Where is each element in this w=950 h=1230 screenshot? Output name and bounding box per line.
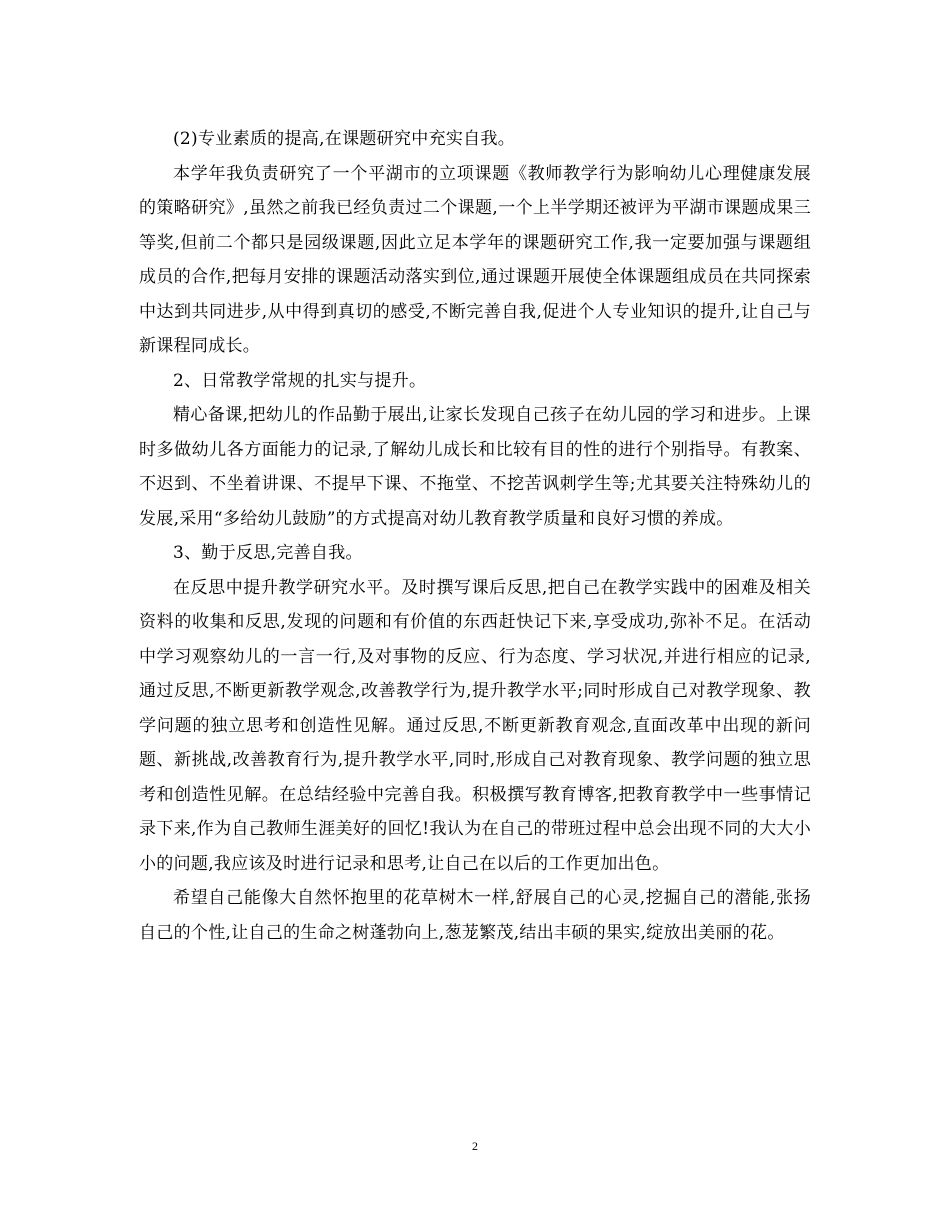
paragraph-section-heading-daily-routine: 2、日常教学常规的扎实与提升。 [173, 370, 427, 391]
document-body [139, 122, 811, 950]
paragraph-reflection-details: 在反思中提升教学研究水平。及时撰写课后反思,把自己在教学实践中的困难及相关资料的收集和反思,发现的问题和有价值的东西赶快记下来,享受成功,弥补不足。在活动中学习观察幼儿的一言一行,及对事物的反应、行为态度、学习状况,并进行相应的记录,通过反思,不断更新教学观念,改善教学行为,提升教学水平;同时形成自己对教学现象、教学问题的独立思考和创造性见解。通过反思,不断更新教育观念,直面改革中出现的新问题、新挑战,改善教育行为,提升教学水平,同时,形成自己对教育现象、教学问题的独立思考和创造性见解。在总结经验中完善自我。积极撰写教育博客,把教育教学中一些事情记录下来,作为自己教师生涯美好的回忆!我认为在自己的带班过程中总会出现不同的大大小小的问题,我应该及时进行记录和思考,让自己在以后的工作更加出色。 [139, 577, 811, 874]
paragraph-closing-wish: 希望自己能像大自然怀抱里的花草树木一样,舒展自己的心灵,挖掘自己的潜能,张扬自己的个性,让自己的生命之树蓬勃向上,葱茏繁茂,结出丰硕的果实,绽放出美丽的花。 [139, 888, 811, 943]
page-number: 2 [472, 1139, 478, 1153]
paragraph-section-heading-professional-quality: (2)专业素质的提高,在课题研究中充实自我。 [173, 129, 516, 149]
paragraph-research-project: 本学年我负责研究了一个平湖市的立项课题《教师教学行为影响幼儿心理健康发展的策略研究》,虽然之前我已经负责过二个课题,一个上半学期还被评为平湖市课题成果三等奖,但前二个都只是园级课题,因此立足本学年的课题研究工作,我一定要加强与课题组成员的合作,把每月安排的课题活动落实到位,通过课题开展使全体课题组成员在共同探索中达到共同进步,从中得到真切的感受,不断完善自我,促进个人专业知识的提升,让自己与新课程同成长。 [139, 163, 811, 356]
paragraph-section-heading-reflection: 3、勤于反思,完善自我。 [173, 543, 363, 563]
paragraph-lesson-preparation: 精心备课,把幼儿的作品勤于展出,让家长发现自己孩子在幼儿园的学习和进步。上课时多做幼儿各方面能力的记录,了解幼儿成长和比较有目的性的进行个别指导。有教案、不迟到、不坐着讲课、不提早下课、不拖堂、不挖苦讽刺学生等;尤其要关注特殊幼儿的发展,采用“多给幼儿鼓励”的方式提高对幼儿教育教学质量和良好习惯的养成。 [139, 405, 811, 529]
